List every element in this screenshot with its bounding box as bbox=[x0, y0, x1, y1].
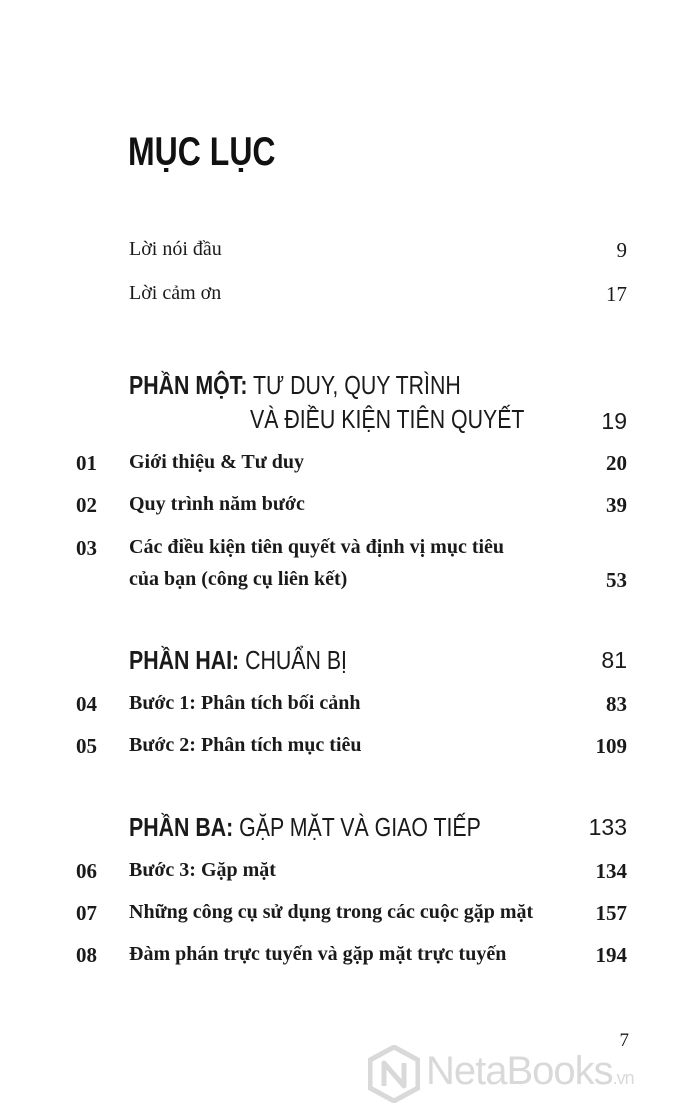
part-heading-line1 bbox=[129, 645, 347, 676]
toc-entry-acknowledgements[interactable] bbox=[0, 282, 700, 312]
chapter-04[interactable] bbox=[0, 692, 700, 722]
part-heading-1[interactable] bbox=[0, 370, 700, 440]
part-page: 19 bbox=[601, 408, 627, 434]
chapter-page: 83 bbox=[606, 692, 627, 716]
chapter-page: 39 bbox=[606, 493, 627, 517]
toc-entry-label: Lời nói đầu bbox=[129, 238, 222, 260]
chapter-title-line1: Các điều kiện tiên quyết và định vị mục tiêu bbox=[129, 536, 505, 558]
chapter-title: Bước 3: Gặp mặt bbox=[129, 859, 276, 881]
part-prefix: PHẦN MỘT: bbox=[129, 370, 248, 400]
toc-entry-label: Lời cảm ơn bbox=[129, 282, 222, 304]
part-prefix: PHẦN HAI: bbox=[129, 645, 240, 675]
part-heading-2[interactable] bbox=[0, 645, 700, 679]
part-heading-line1 bbox=[129, 370, 461, 401]
chapter-title: Đàm phán trực tuyến và gặp mặt trực tuyến bbox=[129, 943, 507, 965]
chapter-number: 05 bbox=[76, 734, 97, 758]
chapter-02[interactable] bbox=[0, 493, 700, 523]
chapter-05[interactable] bbox=[0, 734, 700, 764]
chapter-title: Bước 1: Phân tích bối cảnh bbox=[129, 692, 361, 714]
chapter-number: 04 bbox=[76, 692, 97, 716]
part-title: GẶP MẶT VÀ GIAO TIẾP bbox=[239, 812, 481, 842]
page-number: 7 bbox=[619, 1030, 629, 1051]
chapter-title: Quy trình năm bước bbox=[129, 493, 305, 515]
chapter-number: 06 bbox=[76, 859, 97, 883]
chapter-page: 157 bbox=[595, 901, 627, 925]
part-heading-line2: VÀ ĐIỀU KIỆN TIÊN QUYẾT bbox=[250, 404, 525, 434]
watermark bbox=[368, 1045, 688, 1107]
toc-entry-preface[interactable] bbox=[0, 238, 700, 268]
chapter-title: Giới thiệu & Tư duy bbox=[129, 451, 304, 473]
chapter-number: 07 bbox=[76, 901, 97, 925]
chapter-number: 02 bbox=[76, 493, 97, 517]
chapter-page: 194 bbox=[595, 943, 627, 967]
chapter-number: 08 bbox=[76, 943, 97, 967]
chapter-03[interactable] bbox=[0, 536, 700, 602]
chapter-title: Bước 2: Phân tích mục tiêu bbox=[129, 734, 362, 756]
chapter-number: 01 bbox=[76, 451, 97, 475]
part-page: 81 bbox=[601, 647, 627, 673]
chapter-page: 134 bbox=[595, 859, 627, 883]
part-prefix: PHẦN BA: bbox=[129, 812, 234, 842]
chapter-page: 109 bbox=[595, 734, 627, 758]
toc-entry-page: 9 bbox=[616, 238, 627, 262]
part-page: 133 bbox=[588, 814, 627, 840]
chapter-title-line2: của bạn (công cụ liên kết) bbox=[129, 568, 348, 590]
chapter-01[interactable] bbox=[0, 451, 700, 481]
page-title: MỤC LỤC bbox=[128, 130, 276, 174]
chapter-number: 03 bbox=[76, 536, 97, 560]
part-title: CHUẨN BỊ bbox=[245, 645, 347, 675]
chapter-07[interactable] bbox=[0, 901, 700, 931]
netabooks-logo-icon bbox=[368, 1045, 420, 1108]
watermark-brand: NetaBooks.vn bbox=[426, 1049, 634, 1093]
chapter-08[interactable] bbox=[0, 943, 700, 973]
chapter-06[interactable] bbox=[0, 859, 700, 889]
chapter-title: Những công cụ sử dụng trong các cuộc gặp mặt bbox=[129, 901, 534, 923]
chapter-page: 20 bbox=[606, 451, 627, 475]
part-title: TƯ DUY, QUY TRÌNH bbox=[252, 370, 461, 400]
toc-entry-page: 17 bbox=[606, 282, 627, 306]
chapter-page: 53 bbox=[606, 568, 627, 592]
part-heading-line1 bbox=[129, 812, 481, 843]
part-heading-3[interactable] bbox=[0, 812, 700, 846]
